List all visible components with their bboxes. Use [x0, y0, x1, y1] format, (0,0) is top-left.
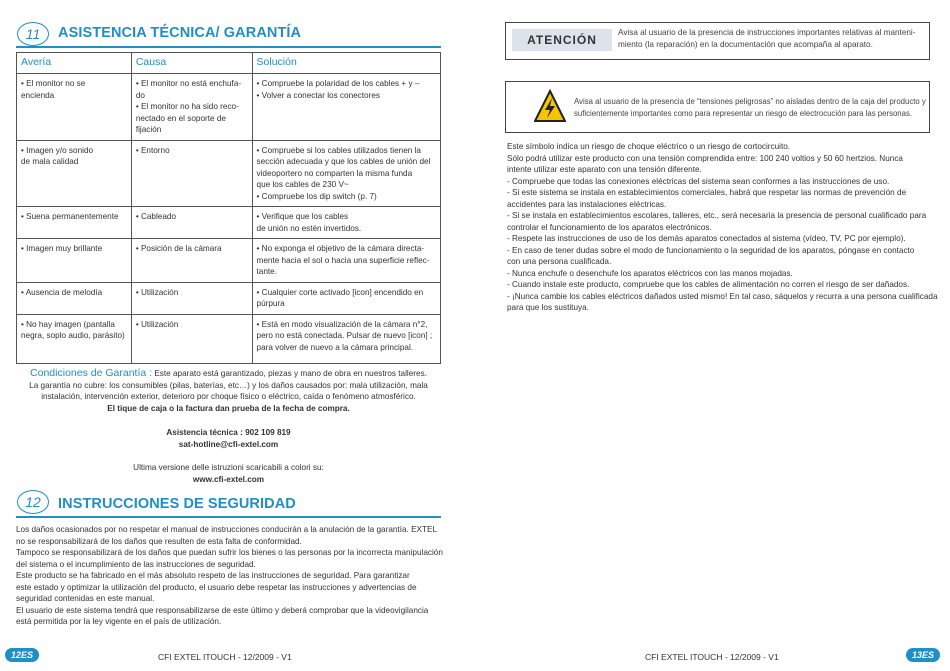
- safety-line: - Si se instala en establecimientos escolares, talleres, etc., será necesaria la presencia de personal cualificado para: [507, 211, 927, 220]
- warranty-line-4: El tique de caja o la factura dan prueba de la fecha de compra.: [107, 403, 350, 413]
- cell-line: • El monitor no se: [21, 79, 86, 88]
- support-website[interactable]: www.cfi-extel.com: [192, 475, 265, 484]
- cell-solucion: [252, 140, 440, 207]
- cell-averia: [17, 74, 132, 141]
- cell-line: • Entorno: [135, 145, 170, 155]
- cell-line: sección adecuada y que los cables de unión del: [256, 157, 431, 166]
- attention-line: Avisa al usuario de la presencia de instrucciones importantes relativas al manteni-: [618, 28, 916, 37]
- cell-line: • Cableado: [135, 212, 177, 221]
- cell-line: para volver de nuevo a la cámara principal.: [256, 342, 414, 352]
- cell-line: • Está en modo visualización de la cámara n°2,: [256, 319, 428, 329]
- header-averia: Avería: [17, 53, 132, 74]
- page-number-right: 13ES: [906, 648, 940, 662]
- safety-line: no se responsabilizará de los daños que resulten de esta falta de conformidad.: [16, 536, 302, 546]
- cell-line: • El monitor no ha sido reco-: [135, 102, 239, 111]
- cell-line: de unión no estén invertidos.: [256, 223, 362, 233]
- safety-line: del sistema o el incumplimiento de las instrucciones de seguridad.: [16, 559, 256, 569]
- section-12-rule: [16, 516, 441, 518]
- cell-averia: [17, 207, 132, 239]
- safety-line: está permitida por la ley vigente en el país de utilización.: [16, 617, 222, 626]
- cell-line: • No hay imagen (pantalla: [21, 319, 115, 329]
- voltage-warning-box: [505, 81, 930, 133]
- safety-line: Tampoco se responsabilizará de los daños que puedan sufrir los bienes o las personas por la incorrecta manipulación: [16, 548, 443, 557]
- warranty-label: Condiciones de Garantía :: [30, 367, 153, 379]
- safety-line: - Compruebe que todas las conexiones eléctricas del sistema sean conformes a las instrucciones de uso.: [507, 176, 890, 186]
- warranty-line-2: La garantía no cubre: los consumibles (pilas, baterías, etc…) y los daños causados por: mala utilización, mala: [29, 380, 428, 390]
- high-voltage-icon: [534, 89, 566, 123]
- cell-line: do: [135, 90, 145, 100]
- warranty-line-1: [16, 368, 441, 380]
- cell-line: • Imagen y/o sonido: [21, 145, 94, 155]
- safety-line: este estado y optimizar la utilización del producto, el usuario debe respetar las instrucciones y advertencias de: [16, 582, 417, 592]
- safety-line: intente utilizar este aparato con una tensión diferente.: [507, 165, 702, 174]
- warranty-line-3: instalación, intervención exterior, deterioro por choque físico o eléctrico, caída o fenómeno atmosférico.: [41, 392, 416, 401]
- table-row: [17, 207, 441, 239]
- cell-line: • Volver a conectar los conectores: [256, 90, 380, 100]
- cell-line: • No exponga el objetivo de la cámara directa-: [256, 244, 425, 253]
- cell-line: • Suena permanentemente: [21, 212, 119, 221]
- safety-line: para que los sustituya.: [507, 303, 589, 312]
- safety-line: - Cuando instale este producto, compruebe que los cables de alimentación no corren el riesgo de ser dañados.: [507, 280, 910, 289]
- cell-line: videoportero no comparten la misma funda: [256, 168, 413, 178]
- safety-line: con una persona cualificada.: [507, 257, 612, 266]
- cell-averia: [17, 314, 132, 363]
- cell-line: • Posición de la cámara: [135, 244, 222, 253]
- section-11-title: ASISTENCIA TÉCNICA/ GARANTÍA: [58, 25, 302, 41]
- table-row: [17, 140, 441, 207]
- safety-line: Este símbolo indica un riesgo de choque eléctrico o un riesgo de cortocircuito.: [507, 142, 791, 151]
- section-11-rule: [16, 46, 441, 48]
- cell-line: pero no está conectada. Pulsar de nuevo [icon] ;: [256, 331, 433, 340]
- safety-line: accidentes para las instalaciones eléctricas.: [507, 199, 667, 209]
- cell-line: • Compruebe la polaridad de los cables + y –: [256, 79, 420, 88]
- safety-line: - En caso de tener dudas sobre el modo de funcionamiento o la seguridad de los aparatos, póngase en contacto: [507, 245, 915, 255]
- cell-causa: [131, 239, 252, 283]
- safety-line: controlar el funcionamiento de los aparatos electrónicos.: [507, 222, 712, 232]
- cell-causa: [131, 207, 252, 239]
- cell-line: tante.: [256, 267, 278, 276]
- table-row: [17, 74, 441, 141]
- warranty-text: Este aparato está garantizado, piezas y mano de obra en nuestros talleres.: [152, 369, 427, 378]
- attention-line: miento (la reparación) en la documentación que acompaña al aparato.: [618, 40, 873, 49]
- cell-causa: [131, 74, 252, 141]
- cell-line: • Verifique que los cables: [256, 212, 349, 221]
- safety-line: - Respete las instrucciones de uso de los demás aparatos conectados al sistema (vídeo, TV, PC por ejemplo).: [507, 234, 906, 243]
- attention-box: [505, 22, 930, 60]
- cell-causa: [131, 314, 252, 363]
- header-solucion: Solución: [252, 53, 440, 74]
- cell-line: • Compruebe los dip switch (p. 7): [256, 191, 377, 201]
- voltage-line: suficientemente importantes como para representar un riesgo de electrocución para las personas.: [574, 109, 913, 118]
- cell-line: mente hacia el sol o hacia una superficie reflec-: [256, 255, 430, 265]
- cell-solucion: [252, 207, 440, 239]
- table-row: [17, 282, 441, 314]
- table-header-row: [17, 53, 441, 74]
- safety-line: - ¡Nunca cambie los cables eléctricos dañados usted mismo! En tal caso, sáquelos y recurra a una persona cualificada: [507, 291, 938, 301]
- attention-label: ATENCIÓN: [512, 29, 612, 51]
- section-12-title: INSTRUCCIONES DE SEGURIDAD: [58, 496, 296, 512]
- header-causa: Causa: [131, 53, 252, 74]
- section-12-number: 12: [17, 490, 49, 514]
- cell-line: nectado en el soporte de: [135, 113, 226, 123]
- cell-line: • Compruebe si los cables utilizados tienen la: [256, 145, 421, 155]
- cell-averia: [17, 282, 132, 314]
- safety-line: El usuario de este sistema tendrá que responsabilizarse de este último y deberá comprobar que la videovigilancia: [16, 605, 429, 615]
- safety-line: Los daños ocasionados por no respetar el manual de instrucciones conducirán a la anulación de la garantía. EXTEL: [16, 525, 438, 534]
- cell-line: • Utilización: [135, 287, 179, 297]
- cell-solucion: [252, 282, 440, 314]
- voltage-warning-text: [574, 96, 926, 120]
- cell-line: • Ausencia de melodía: [21, 287, 103, 297]
- safety-text-right: [507, 141, 939, 314]
- cell-causa: [131, 140, 252, 207]
- attention-text: [618, 27, 923, 51]
- cell-solucion: [252, 74, 440, 141]
- cell-line: encienda: [21, 90, 55, 100]
- footer-right: CFI EXTEL ITOUCH - 12/2009 - V1: [645, 652, 779, 662]
- cell-line: de mala calidad: [21, 157, 79, 166]
- warranty-block: [16, 368, 441, 414]
- version-note: Ultima versione delle istruzioni scaricabili a colori su:: [133, 463, 324, 472]
- safety-line: Sólo podrá utilizar este producto con una tensión comprendida entre: 100 240 voltios y 50 60 hertzios. Nunca: [507, 153, 903, 163]
- cell-line: • Cualquier corte activado [icon] encendido en: [256, 287, 424, 297]
- cell-solucion: [252, 239, 440, 283]
- cell-line: que los cables de 230 V~: [256, 180, 349, 189]
- support-email[interactable]: sat-hotline@cfi-extel.com: [178, 440, 279, 449]
- cell-line: púrpura: [256, 299, 285, 308]
- troubleshooting-table: [16, 52, 441, 364]
- section-11-number: 11: [17, 22, 49, 46]
- cell-line: • El monitor no está enchufa-: [135, 79, 242, 88]
- cell-line: negra, soplo audio, parásito): [21, 331, 125, 340]
- safety-line: - Si este sistema se instala en establecimientos comerciales, habrá que respetar las normas de prevención de: [507, 188, 907, 197]
- safety-line: Este producto se ha fabricado en el más absoluto respeto de las instrucciones de seguridad. Para garantizar: [16, 571, 410, 580]
- cell-solucion: [252, 314, 440, 363]
- page-number-left: 12ES: [5, 648, 39, 662]
- table-row: [17, 314, 441, 363]
- safety-line: - Nunca enchufe o desenchufe los aparatos eléctricos con las manos mojadas.: [507, 268, 793, 278]
- cell-line: • Utilización: [135, 319, 179, 329]
- voltage-line: Avisa al usuario de la presencia de “tensiones peligrosas” no aisladas dentro de la caja del producto y: [574, 97, 926, 106]
- cell-averia: [17, 239, 132, 283]
- safety-line: seguridad contenidas en este manual.: [16, 594, 155, 603]
- footer-left: CFI EXTEL ITOUCH - 12/2009 - V1: [158, 652, 292, 662]
- cell-causa: [131, 282, 252, 314]
- support-phone: Asistencia técnica : 902 109 819: [166, 428, 291, 437]
- cell-averia: [17, 140, 132, 207]
- table-row: [17, 239, 441, 283]
- cell-line: • Imagen muy brillante: [21, 244, 103, 253]
- safety-text-left: [16, 524, 444, 628]
- cell-line: fijación: [135, 125, 162, 134]
